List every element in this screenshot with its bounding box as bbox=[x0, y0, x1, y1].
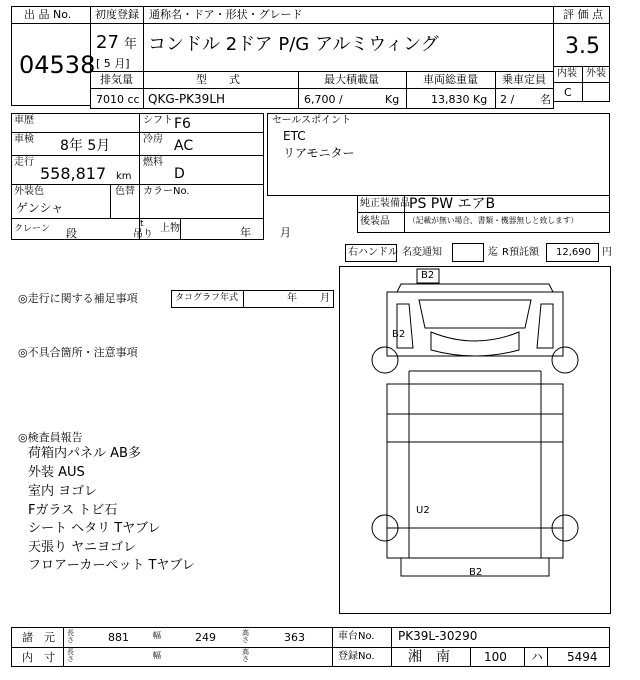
score-label: 評 価 点 bbox=[563, 8, 603, 21]
history-label: 車歴 bbox=[14, 115, 34, 126]
capacity-value: 2 / bbox=[500, 93, 515, 106]
inspector-report-label: ◎検査員報告 bbox=[18, 431, 83, 444]
mileage-label: 走行 bbox=[14, 157, 34, 168]
name-change-box bbox=[452, 243, 484, 262]
vehicle-name-label: 通称名・ドア・形状・グレード bbox=[149, 8, 303, 21]
gross-weight-label: 車両総重量 bbox=[423, 73, 478, 86]
tachograph-year: 年 bbox=[287, 293, 297, 304]
ac-value: AC bbox=[174, 138, 194, 154]
color-code-label: カラーNo. bbox=[143, 186, 190, 197]
ac-label: 冷房 bbox=[143, 134, 163, 145]
registration-label: 登録No. bbox=[338, 651, 375, 662]
right-hand-drive-label: 右ハンドル bbox=[348, 247, 398, 258]
name-change-deadline: 迄 bbox=[488, 247, 498, 258]
mileage-value: 558,817 bbox=[40, 164, 107, 183]
upper-body-year: 年 bbox=[240, 226, 251, 239]
inspector-line: 室内 ヨゴレ bbox=[28, 484, 98, 499]
sales-point-1: ETC bbox=[283, 129, 306, 143]
recycle-deposit-unit: 円 bbox=[602, 247, 612, 258]
model-value: QKG-PK39LH bbox=[148, 92, 226, 106]
genuine-equipment-value: PS PW エアB bbox=[409, 196, 496, 212]
mileage-unit: km bbox=[116, 171, 132, 182]
width-label: 幅 bbox=[153, 631, 161, 640]
registration-number: 5494 bbox=[567, 650, 598, 664]
max-load-unit: Kg bbox=[385, 93, 400, 106]
upper-body-month: 月 bbox=[280, 226, 291, 239]
lot-number: 04538 bbox=[19, 51, 96, 79]
length-label: 長さ bbox=[67, 629, 74, 644]
length-value: 881 bbox=[108, 631, 129, 644]
first-registration-year: 27 bbox=[96, 32, 119, 53]
inspector-line: 天張り ヤニヨゴレ bbox=[28, 540, 137, 555]
frame-number-label: 車台No. bbox=[338, 631, 375, 642]
inspection-label: 車検 bbox=[14, 134, 34, 145]
max-load-label: 最大積載量 bbox=[324, 73, 379, 86]
recycle-deposit-value: 12,690 bbox=[556, 247, 591, 258]
crane-label: クレーン bbox=[14, 224, 50, 234]
tachograph-month: 月 bbox=[320, 293, 330, 304]
sales-point-2: リアモニター bbox=[283, 146, 355, 160]
defects-label: ◎不具合箇所・注意事項 bbox=[18, 346, 138, 359]
inspector-line: Fガラス トビ石 bbox=[28, 503, 118, 518]
model-label: 型 式 bbox=[196, 73, 240, 86]
displacement-label: 排気量 bbox=[100, 73, 133, 86]
shift-label: シフト bbox=[143, 115, 173, 126]
inner-height-label: 高さ bbox=[242, 648, 249, 663]
damage-mark-b2-cab: B2 bbox=[392, 329, 406, 340]
exterior-grade-label: 外装 bbox=[586, 68, 606, 79]
height-value: 363 bbox=[284, 631, 305, 644]
name-change-label: 名変通知 bbox=[402, 247, 442, 258]
inner-width-label: 幅 bbox=[153, 651, 161, 660]
fuel-label: 燃料 bbox=[143, 157, 163, 168]
interior-grade: C bbox=[564, 86, 572, 99]
score-value: 3.5 bbox=[565, 34, 600, 59]
displacement-value: 7010 cc bbox=[96, 93, 140, 106]
gross-weight-value: 13,830 Kg bbox=[431, 93, 488, 106]
exterior-color-label: 外装色 bbox=[14, 186, 44, 197]
first-registration-month: [ 5 月] bbox=[96, 57, 130, 70]
first-registration-year-unit: 年 bbox=[124, 37, 138, 52]
registration-area: 湘 南 bbox=[408, 649, 450, 665]
damage-mark-u2-side: U2 bbox=[416, 505, 430, 516]
registration-class: 100 bbox=[484, 650, 507, 664]
inspector-line: シート ヘタリ Tヤブレ bbox=[28, 521, 161, 536]
interior-grade-label: 内装 bbox=[557, 68, 577, 79]
genuine-equipment-label: 純正装備品 bbox=[360, 198, 410, 209]
crane-lift-ton: t bbox=[140, 219, 144, 229]
fuel-value: D bbox=[174, 166, 185, 182]
max-load-value: 6,700 / bbox=[304, 93, 343, 106]
registration-kana: ハ bbox=[531, 650, 544, 664]
inspector-line: 外装 AUS bbox=[28, 465, 85, 480]
lot-number-label: 出 品 No. bbox=[24, 8, 72, 21]
sales-points-label: セールスポイント bbox=[272, 115, 352, 126]
damage-mark-b2-top: B2 bbox=[421, 270, 435, 281]
crane-steps: 段 bbox=[66, 227, 77, 240]
vehicle-name: コンドル 2ドア P/G アルミウィング bbox=[148, 34, 439, 55]
frame-number-value: PK39L-30290 bbox=[398, 629, 478, 643]
truck-damage-diagram bbox=[339, 266, 611, 614]
recycle-deposit-label: R預託額 bbox=[502, 247, 539, 258]
exterior-color-value: ゲンシャ bbox=[16, 201, 64, 215]
driving-notes-label: ◎走行に関する補足事項 bbox=[18, 292, 138, 305]
aftermarket-note: （記載が無い場合、書類・機器無しと致します） bbox=[408, 217, 579, 226]
specs-label: 諸 元 bbox=[22, 631, 55, 644]
color-change-label: 色替 bbox=[115, 186, 135, 197]
damage-mark-b2-rear: B2 bbox=[469, 567, 483, 578]
shift-value: F6 bbox=[174, 116, 191, 132]
upper-body-label: 上物 bbox=[160, 223, 180, 234]
inner-length-label: 長さ bbox=[67, 648, 74, 663]
aftermarket-label: 後装品 bbox=[360, 216, 390, 227]
height-label: 高さ bbox=[242, 629, 249, 644]
inner-dimensions-label: 内 寸 bbox=[22, 651, 55, 664]
inspection-value: 8年 5月 bbox=[60, 138, 111, 154]
first-registration-label: 初度登録 bbox=[95, 8, 139, 21]
width-value: 249 bbox=[195, 631, 216, 644]
tachograph-label: タコグラフ年式 bbox=[175, 293, 239, 303]
inspector-line: フロアーカーペット Tヤブレ bbox=[28, 558, 195, 573]
capacity-label: 乗車定員 bbox=[502, 73, 546, 86]
capacity-unit: 名 bbox=[540, 93, 551, 106]
crane-lift-label: 吊り bbox=[133, 229, 153, 240]
inspector-line: 荷箱内パネル AB多 bbox=[28, 446, 141, 461]
